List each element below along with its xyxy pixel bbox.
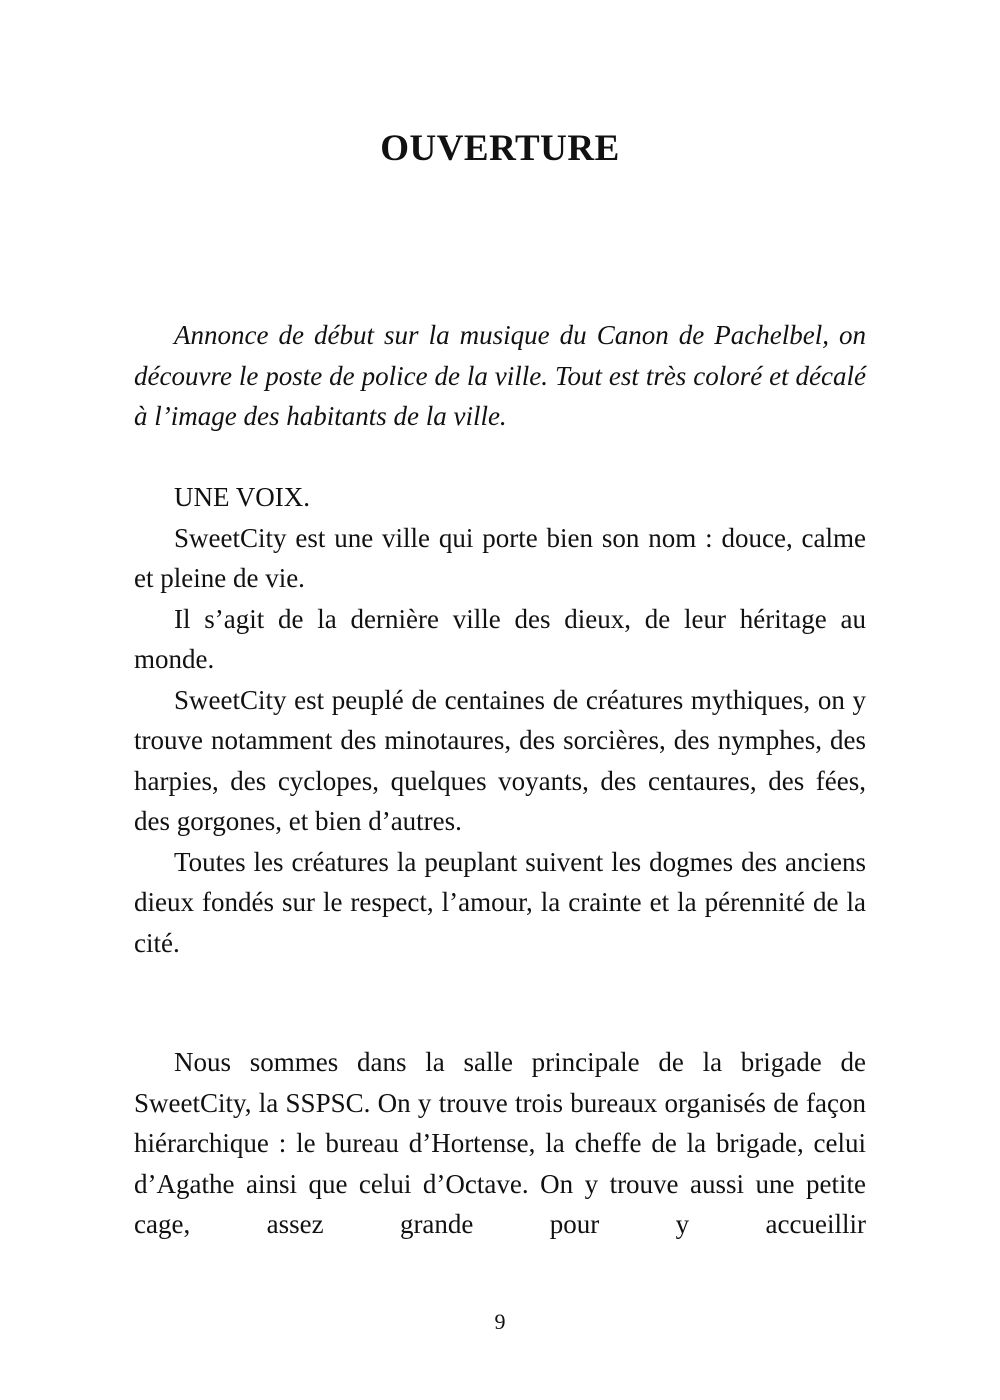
stage-direction-block bbox=[134, 315, 866, 437]
dialogue-paragraph: Il s’agit de la dernière ville des dieux, de leur héritage au monde. bbox=[134, 603, 866, 674]
stage-direction: Annonce de début sur la musique du Canon de Pachelbel, on découvre le poste de police de la ville. Tout est très coloré et décalé à l’image des habitants de la ville. bbox=[134, 320, 866, 431]
scene-description: Nous sommes dans la salle principale de la brigade de SweetCity, la SSPSC. On y trouve trois bureaux organisés de façon hiérarchique : le bureau d’Hortense, la cheffe de la brigade, celui d’Agathe ainsi que celui d’Octave. On y trouve aussi une petite cage, assez grande pour y accueillir bbox=[134, 1047, 866, 1239]
speaker-name: UNE VOIX. bbox=[174, 482, 310, 512]
dialogue-paragraph: SweetCity est peuplé de centaines de créatures mythiques, on y trouve notamment des minotaures, des sorcières, des nymphes, des harpies, des cyclopes, quelques voyants, des centaures, des fées, des gorgones, et bien d’autres. bbox=[134, 684, 866, 836]
page-number: 9 bbox=[494, 1309, 506, 1334]
dialogue-block bbox=[134, 477, 866, 963]
dialogue-paragraph: Toutes les créatures la peuplant suivent les dogmes des anciens dieux fondés sur le respect, l’amour, la crainte et la pérennité de la cité. bbox=[134, 846, 866, 958]
page-title: OUVERTURE bbox=[380, 128, 620, 169]
dialogue-paragraph: SweetCity est une ville qui porte bien son nom : douce, calme et pleine de vie. bbox=[134, 522, 866, 593]
scene-description-block bbox=[134, 1042, 866, 1245]
